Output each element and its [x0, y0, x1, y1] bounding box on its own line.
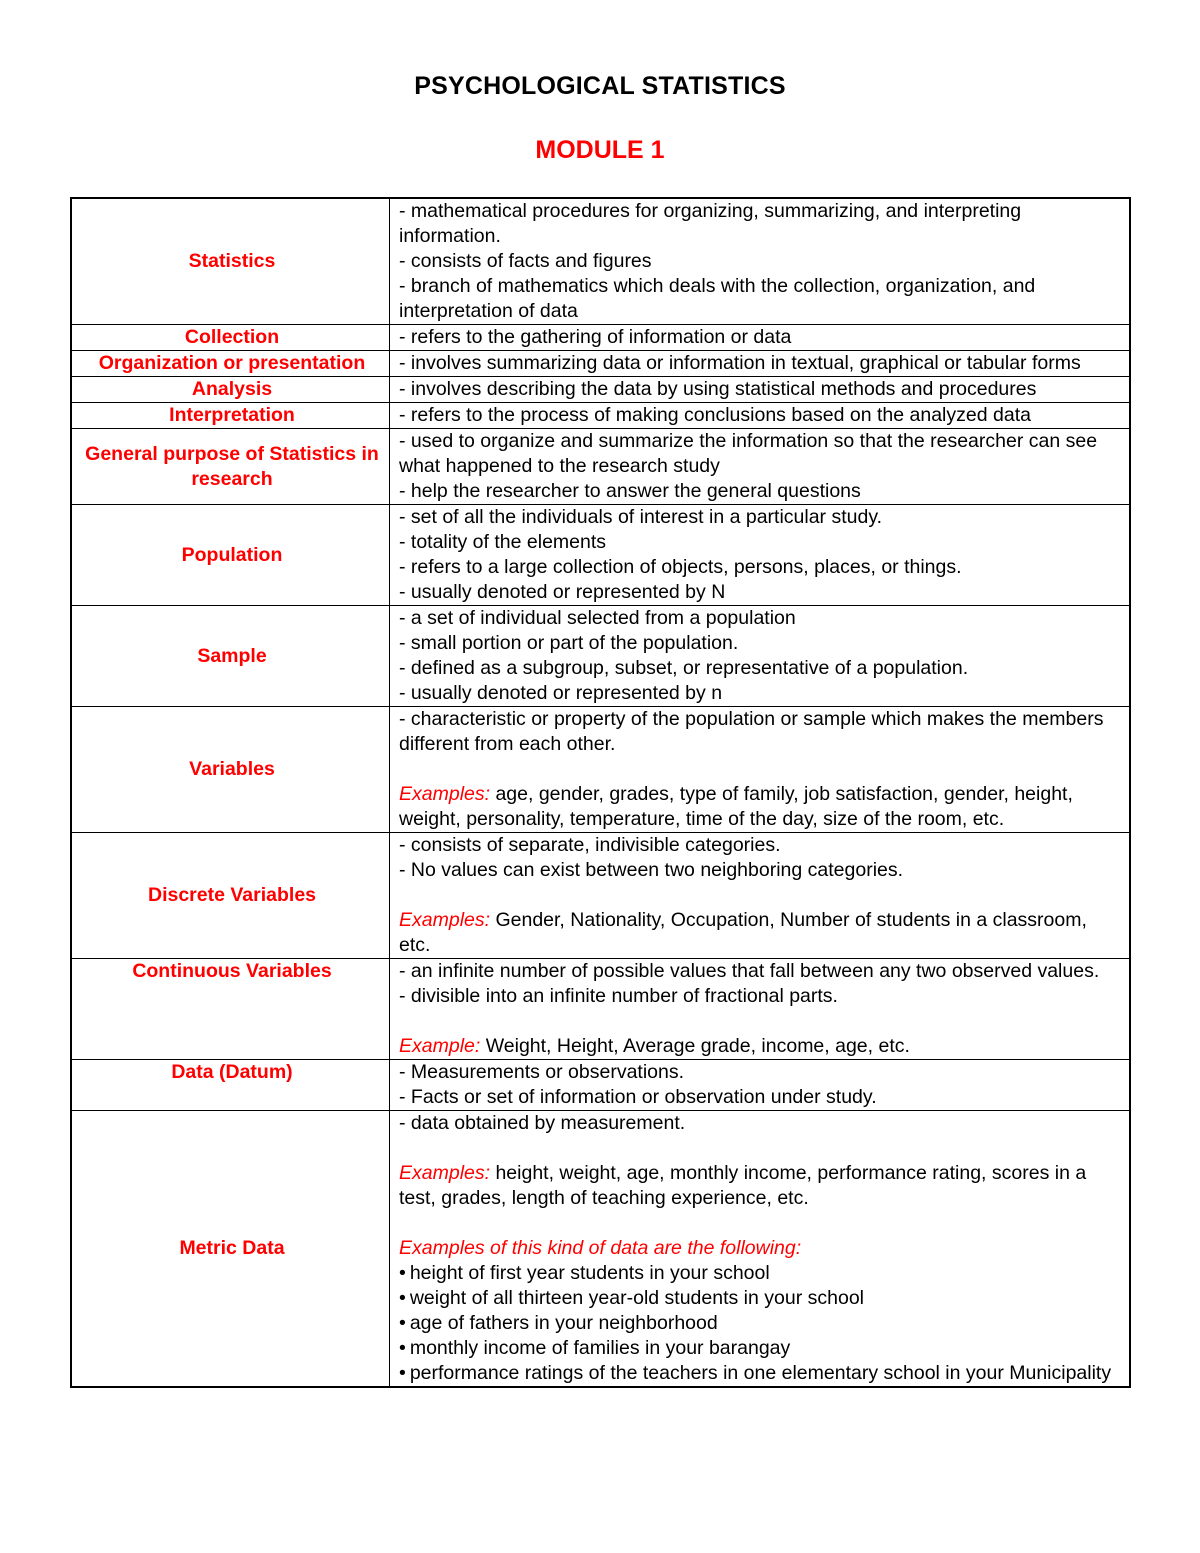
- blank-line: [399, 757, 1123, 782]
- definition-cell: [390, 1060, 1131, 1111]
- term-cell: Sample: [71, 606, 390, 707]
- bullet-list-item: [399, 1311, 1123, 1336]
- line-text: - consists of separate, indivisible categories.: [399, 834, 781, 856]
- line-text: age, gender, grades, type of family, job satisfaction, gender, height, weight, personality, temperature, time of the day, size of the room, etc.: [399, 783, 1073, 830]
- blank-line: [399, 1009, 1123, 1034]
- line-text: - characteristic or property of the population or sample which makes the members different from each other.: [399, 708, 1104, 755]
- bullet-icon: •: [399, 1337, 406, 1359]
- definition-line: [399, 249, 1123, 274]
- example-label: Example:: [399, 1035, 481, 1057]
- line-text: - involves summarizing data or information in textual, graphical or tabular forms: [399, 352, 1081, 374]
- table-row: [71, 325, 1130, 351]
- definition-line: [399, 429, 1123, 479]
- definition-cell: [390, 505, 1131, 606]
- table-row: [71, 833, 1130, 959]
- definition-line: [399, 325, 1123, 350]
- bullet-icon: •: [399, 1262, 406, 1284]
- bullet-icon: •: [399, 1312, 406, 1334]
- definition-line: [399, 1085, 1123, 1110]
- definition-cell: [390, 325, 1131, 351]
- line-text: - an infinite number of possible values that fall between any two observed values.: [399, 960, 1100, 982]
- bullet-icon: •: [399, 1287, 406, 1309]
- example-label: Examples of this kind of data are the following:: [399, 1237, 802, 1259]
- definition-line: [399, 833, 1123, 858]
- line-text: Gender, Nationality, Occupation, Number of students in a classroom, etc.: [399, 909, 1087, 956]
- definition-line: [399, 351, 1123, 376]
- example-label: Examples:: [399, 1162, 491, 1184]
- term-cell: Continuous Variables: [71, 959, 390, 1060]
- example-line: [399, 1161, 1123, 1211]
- table-row: [71, 606, 1130, 707]
- table-row: [71, 1111, 1130, 1388]
- line-text: - usually denoted or represented by n: [399, 682, 723, 704]
- bullet-list-item: [399, 1361, 1123, 1386]
- definition-line: [399, 505, 1123, 530]
- definition-line: [399, 707, 1123, 757]
- table-row: [71, 377, 1130, 403]
- definition-line: [399, 656, 1123, 681]
- line-text: - a set of individual selected from a population: [399, 607, 796, 629]
- line-text: - consists of facts and figures: [399, 250, 652, 272]
- definition-cell: [390, 198, 1131, 325]
- term-cell: Variables: [71, 707, 390, 833]
- line-text: - divisible into an infinite number of fractional parts.: [399, 985, 838, 1007]
- definition-line: [399, 530, 1123, 555]
- definition-line: [399, 681, 1123, 706]
- term-cell: Organization or presentation: [71, 351, 390, 377]
- line-text: - mathematical procedures for organizing, summarizing, and interpreting information.: [399, 200, 1022, 247]
- table-row: [71, 429, 1130, 505]
- line-text: - used to organize and summarize the information so that the researcher can see what happened to the research study: [399, 430, 1098, 477]
- bullet-text: height of first year students in your school: [409, 1262, 770, 1284]
- line-text: - data obtained by measurement.: [399, 1112, 686, 1134]
- line-text: - small portion or part of the population.: [399, 632, 739, 654]
- example-label: Examples:: [399, 909, 491, 931]
- blank-line: [399, 1136, 1123, 1161]
- definition-cell: [390, 606, 1131, 707]
- bullet-text: weight of all thirteen year-old students in your school: [409, 1287, 864, 1309]
- example-line: [399, 908, 1123, 958]
- line-text: - defined as a subgroup, subset, or representative of a population.: [399, 657, 969, 679]
- definition-line: [399, 479, 1123, 504]
- line-text: - Facts or set of information or observation under study.: [399, 1086, 877, 1108]
- line-text: Weight, Height, Average grade, income, age, etc.: [480, 1035, 910, 1057]
- line-text: - refers to a large collection of objects, persons, places, or things.: [399, 556, 962, 578]
- line-text: - refers to the gathering of information or data: [399, 326, 792, 348]
- definition-line: [399, 606, 1123, 631]
- definitions-table-body: [71, 198, 1130, 1387]
- line-text: - involves describing the data by using statistical methods and procedures: [399, 378, 1037, 400]
- line-text: - usually denoted or represented by N: [399, 581, 726, 603]
- example-line: [399, 782, 1123, 832]
- term-cell: Interpretation: [71, 403, 390, 429]
- term-cell: Analysis: [71, 377, 390, 403]
- line-text: - set of all the individuals of interest in a particular study.: [399, 506, 883, 528]
- line-text: - Measurements or observations.: [399, 1061, 685, 1083]
- table-row: [71, 505, 1130, 606]
- document-title: PSYCHOLOGICAL STATISTICS: [414, 72, 786, 100]
- definition-line: [399, 631, 1123, 656]
- table-row: [71, 403, 1130, 429]
- definition-cell: [390, 377, 1131, 403]
- module-heading: MODULE 1: [535, 136, 665, 164]
- definition-cell: [390, 833, 1131, 959]
- definition-line: [399, 580, 1123, 605]
- term-cell: General purpose of Statistics in research: [71, 429, 390, 505]
- line-text: - branch of mathematics which deals with the collection, organization, and interpretation of data: [399, 275, 1036, 322]
- definition-line: [399, 377, 1123, 402]
- bullet-text: monthly income of families in your barangay: [409, 1337, 791, 1359]
- term-cell: Data (Datum): [71, 1060, 390, 1111]
- definition-line: [399, 1060, 1123, 1085]
- definition-line: [399, 1111, 1123, 1136]
- blank-line: [399, 883, 1123, 908]
- table-row: [71, 707, 1130, 833]
- example-line: [399, 1236, 1123, 1261]
- line-text: height, weight, age, monthly income, performance rating, scores in a test, grades, length of teaching experience, etc.: [399, 1162, 1087, 1209]
- line-text: - refers to the process of making conclusions based on the analyzed data: [399, 404, 1031, 426]
- definition-cell: [390, 403, 1131, 429]
- definition-line: [399, 858, 1123, 883]
- example-label: Examples:: [399, 783, 491, 805]
- line-text: - No values can exist between two neighboring categories.: [399, 859, 904, 881]
- definition-cell: [390, 1111, 1131, 1388]
- term-cell: Collection: [71, 325, 390, 351]
- example-line: [399, 1034, 1123, 1059]
- bullet-list-item: [399, 1261, 1123, 1286]
- term-cell: Metric Data: [71, 1111, 390, 1388]
- table-row: [71, 351, 1130, 377]
- line-text: - help the researcher to answer the general questions: [399, 480, 861, 502]
- definition-line: [399, 984, 1123, 1009]
- term-cell: Population: [71, 505, 390, 606]
- definition-cell: [390, 429, 1131, 505]
- bullet-list-item: [399, 1336, 1123, 1361]
- definition-cell: [390, 351, 1131, 377]
- definition-line: [399, 959, 1123, 984]
- definition-cell: [390, 959, 1131, 1060]
- blank-line: [399, 1211, 1123, 1236]
- bullet-text: performance ratings of the teachers in one elementary school in your Municipality: [409, 1362, 1112, 1384]
- term-cell: Statistics: [71, 198, 390, 325]
- bullet-list-item: [399, 1286, 1123, 1311]
- definition-line: [399, 199, 1123, 249]
- table-row: [71, 959, 1130, 1060]
- definition-line: [399, 274, 1123, 324]
- term-cell: Discrete Variables: [71, 833, 390, 959]
- definition-cell: [390, 707, 1131, 833]
- table-row: [71, 1060, 1130, 1111]
- definition-line: [399, 555, 1123, 580]
- definitions-table: [70, 197, 1131, 1388]
- line-text: - totality of the elements: [399, 531, 607, 553]
- table-row: [71, 198, 1130, 325]
- bullet-icon: •: [399, 1362, 406, 1384]
- bullet-text: age of fathers in your neighborhood: [409, 1312, 718, 1334]
- definition-line: [399, 403, 1123, 428]
